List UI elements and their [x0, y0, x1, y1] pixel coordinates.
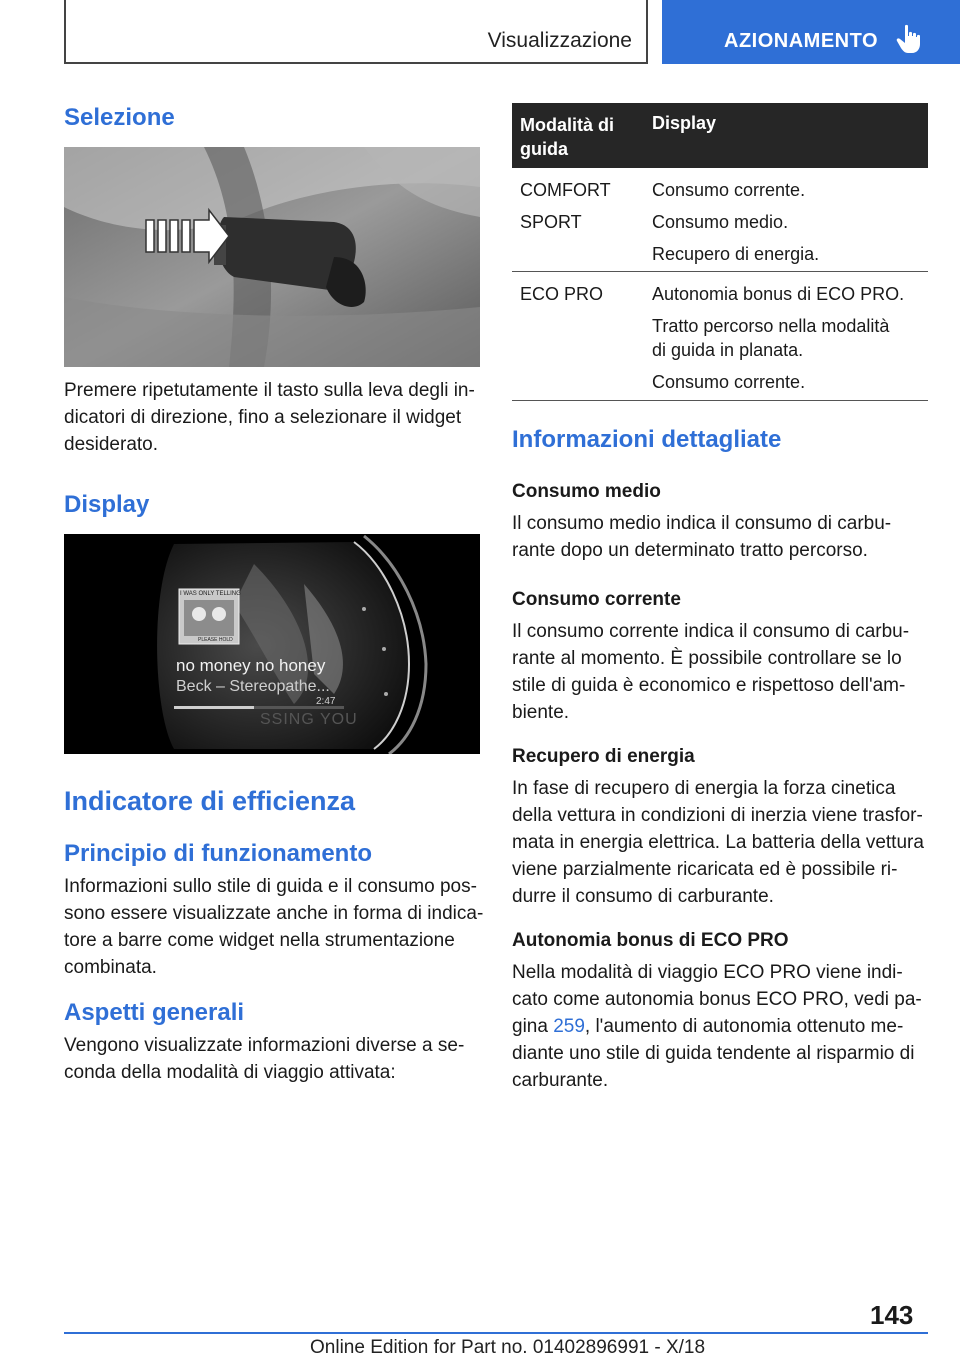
- autonomia-subheading: Autonomia bonus di ECO PRO: [512, 930, 789, 951]
- footer-divider: [64, 1332, 928, 1334]
- display-bg-text: SSING YOU: [260, 711, 358, 728]
- table-cell-mode: COMFORT SPORT: [520, 180, 611, 232]
- turn-signal-lever-image: [64, 147, 480, 367]
- consumo-corrente-paragraph: Il consumo corrente indica il consumo di carbu- rante al momento. È possibile controllare se lo stile di guida è economico e rispettoso dell'am- biente.: [512, 621, 910, 723]
- header-chapter-title: AZIONAMENTO: [724, 30, 879, 52]
- table-cell-mode: ECO PRO: [520, 284, 604, 304]
- instrument-display-image: [64, 534, 480, 754]
- selezione-heading: Selezione: [64, 104, 175, 131]
- display-song-title: no money no honey: [176, 656, 326, 675]
- display-heading: Display: [64, 491, 150, 518]
- principio-paragraph: Informazioni sullo stile di guida e il consumo pos- sono essere visualizzate anche in forma di indica- tore a barre come widget nella strumentazione combinata.: [64, 876, 484, 978]
- table-header-display: Display: [652, 113, 717, 133]
- consumo-medio-paragraph: Il consumo medio indica il consumo di carbu- rante dopo un determinato tratto percorso.: [512, 513, 892, 561]
- header-chapter-tab[interactable]: [662, 0, 960, 64]
- display-card-text-2: PLEASE HOLD: [198, 637, 233, 643]
- page-259-link[interactable]: 259: [553, 1016, 585, 1037]
- display-time: 2:47: [316, 696, 336, 707]
- table-cell-display: Autonomia bonus di ECO PRO. Tratto percorso nella modalità di guida in planata. Consumo corrente.: [652, 284, 905, 392]
- table-header: [512, 103, 928, 168]
- recupero-paragraph: In fase di recupero di energia la forza cinetica della vettura in condizioni di inerzia viene trasfor- mata in energia elettrica. La batteria della vettura viene parzialmente ricaricata ed è possibile ri- durre il consumo di carburante.: [512, 778, 924, 907]
- header-section-box: [64, 0, 648, 64]
- header-section-title: Visualizzazione: [487, 29, 632, 52]
- aspetti-heading: Aspetti generali: [64, 999, 245, 1026]
- footer-edition: Online Edition for Part no. 01402896991 - X/18: [310, 1337, 706, 1358]
- selezione-paragraph: Premere ripetutamente il tasto sulla leva degli in- dicatori di direzione, fino a selezionare il widget desiderato.: [64, 380, 475, 455]
- table-header-mode: Modalità di guida: [520, 115, 614, 159]
- autonomia-paragraph: Nella modalità di viaggio ECO PRO viene indi- cato come autonomia bonus ECO PRO, vedi pa- gina 259, l'aumento di autonomia ottenuto me- diante uno stile di guida tendente al risparmio di carburante.: [512, 962, 922, 1091]
- driving-mode-table: [512, 103, 928, 401]
- consumo-medio-subheading: Consumo medio: [512, 481, 661, 502]
- display-card-text-1: I WAS ONLY TELLING: [180, 591, 241, 597]
- hand-pointer-icon: [896, 24, 922, 54]
- table-row: [512, 168, 928, 272]
- consumo-corrente-subheading: Consumo corrente: [512, 589, 681, 610]
- table-cell-display: Consumo corrente. Consumo medio. Recupero di energia.: [652, 180, 820, 264]
- aspetti-paragraph: Vengono visualizzate informazioni diverse a se- conda della modalità di viaggio attivata:: [64, 1035, 465, 1083]
- principio-heading: Principio di funzionamento: [64, 840, 372, 867]
- indicatore-heading: Indicatore di efficienza: [64, 786, 356, 816]
- display-artist: Beck – Stereopathe...: [176, 678, 330, 695]
- info-heading: Informazioni dettagliate: [512, 426, 782, 453]
- recupero-subheading: Recupero di energia: [512, 746, 695, 767]
- page-number: 143: [870, 1300, 914, 1330]
- table-row: [512, 272, 928, 401]
